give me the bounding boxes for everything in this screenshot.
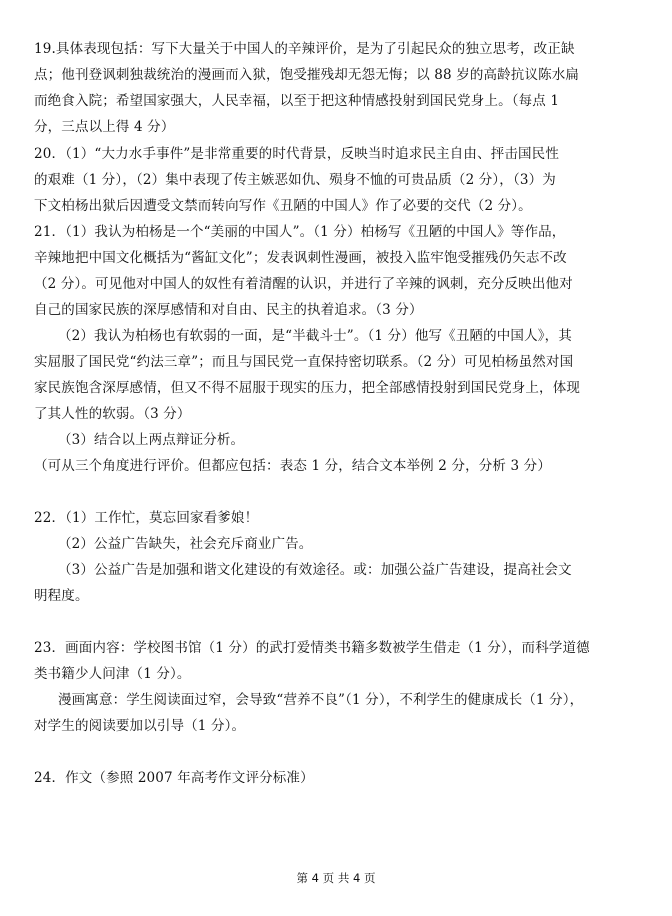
answer-23-line-2: 类书籍少人问津（1 分）。: [34, 666, 191, 682]
answer-21-line-10: （可从三个角度进行评价。但都应包括：表态 1 分，结合文本举例 2 分，分析 3 分）: [34, 458, 551, 474]
answer-21-line-4: 自己的国家民族的深厚感情和对自由、民主的执着追求。（3 分）: [34, 302, 423, 318]
answer-21-line-3: （2 分）。可见他对中国人的奴性有着清醒的认识，并进行了辛辣的讽刺，充分反映出他对: [34, 276, 573, 292]
answer-22-line-4: 明程度。: [34, 588, 89, 604]
answer-22-line-2: （2）公益广告缺失，社会充斥商业广告。: [58, 536, 313, 552]
answer-19-line-1: 19.具体表现包括：写下大量关于中国人的辛辣评价，是为了引起民众的独立思考，改正缺: [34, 41, 575, 57]
answer-19-line-2: 点；他刊登讽刺独裁统治的漫画而入狱，饱受摧残却无怨无悔；以 88 岁的高龄抗议陈水扁: [34, 67, 580, 83]
answer-21-line-2: 辛辣地把中国文化概括为“酱缸文化”；发表讽刺性漫画，被投入监牢饱受摧残仍矢志不改: [34, 250, 567, 266]
answer-21-line-1: 21．（1）我认为柏杨是一个“美丽的中国人”。（1 分）柏杨写《丑陋的中国人》等作品，: [34, 224, 566, 240]
answer-21-line-7: 家民族饱含深厚感情，但又不得不屈服于现实的压力，把全部感情投射到国民党身上，体现: [34, 380, 580, 396]
answer-23-line-3: 漫画寓意：学生阅读面过窄，会导致“营养不良”（1 分），不利学生的健康成长（1 分），: [58, 692, 584, 708]
answer-20-line-1: 20．（1）“大力水手事件”是非常重要的时代背景，反映当时追求民主自由、抨击国民性: [34, 146, 559, 162]
page-number: 第 4 页 共 4 页: [296, 871, 376, 885]
answer-19-line-4: 分，三点以上得 4 分）: [34, 119, 175, 135]
answer-20-line-2: 的艰难（1 分），（2）集中表现了传主嫉恶如仇、殒身不恤的可贵品质（2 分），（3）为: [34, 172, 556, 188]
answer-21-line-9: （3）结合以上两点辩证分析。: [58, 432, 245, 448]
answer-21-line-8: 了其人性的软弱。（3 分）: [34, 406, 191, 422]
answer-22-line-3: （3）公益广告是加强和谐文化建设的有效途径。或：加强公益广告建设，提高社会文: [58, 562, 572, 578]
answer-23-line-1: 23．画面内容：学校图书馆（1 分）的武打爱情类书籍多数被学生借走（1 分），而科学道德: [34, 640, 590, 656]
answer-20-line-3: 下文柏杨出狱后因遭受文禁而转向写作《丑陋的中国人》作了必要的交代（2 分）。: [34, 198, 532, 214]
answer-19-line-3: 而绝食入院；希望国家强大，人民幸福，以至于把这种情感投射到国民党身上。（每点 1: [34, 93, 560, 109]
answer-24-line-1: 24．作文（参照 2007 年高考作文评分标准）: [34, 770, 314, 786]
answer-21-line-6: 实屈服了国民党“约法三章”；而且与国民党一直保持密切联系。（2 分）可见柏杨虽然对国: [34, 354, 574, 370]
answer-22-line-1: 22．（1）工作忙，莫忘回家看爹娘！: [34, 510, 259, 526]
answer-23-line-4: 对学生的阅读要加以引导（1 分）。: [34, 718, 246, 734]
answer-21-line-5: （2）我认为柏杨也有软弱的一面，是“半截斗士”。（1 分）他写《丑陋的中国人》，其: [58, 328, 572, 344]
